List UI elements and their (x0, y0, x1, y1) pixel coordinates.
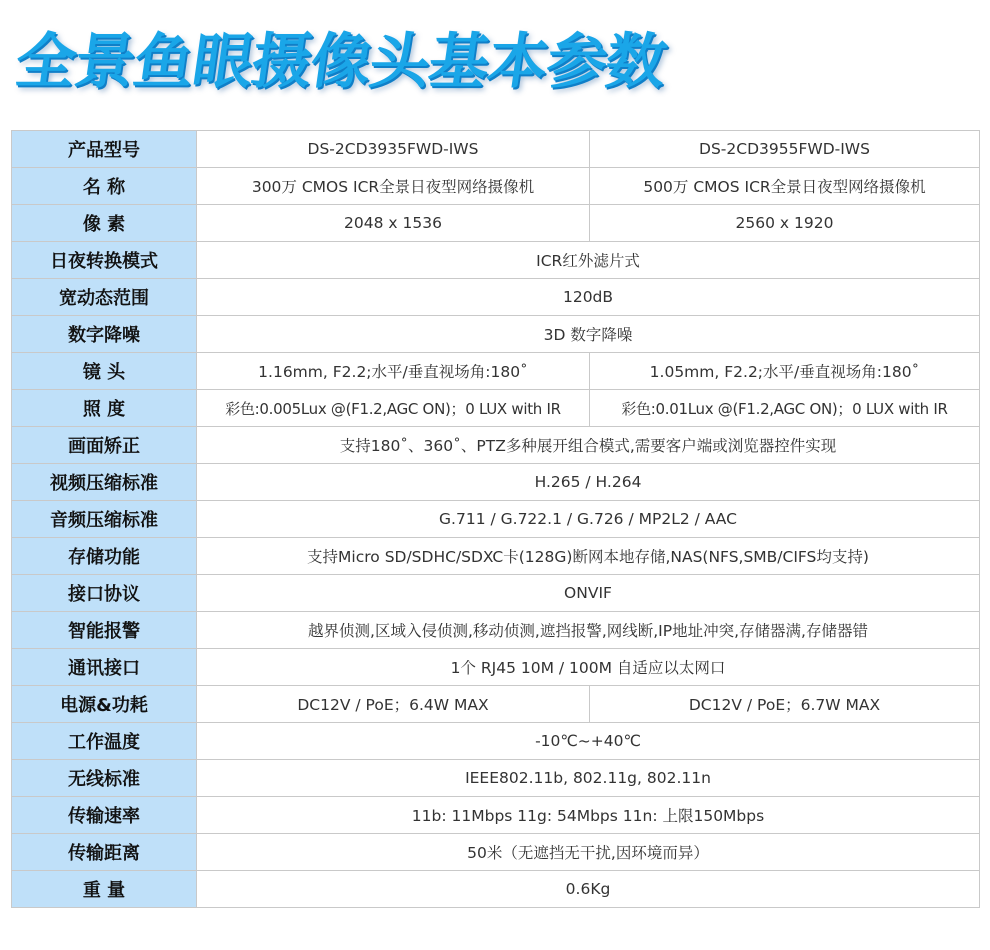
table-row (12, 723, 980, 760)
table-row (12, 649, 980, 686)
spec-value: 3D 数字降噪 (197, 316, 980, 353)
spec-value-model-1: 300万 CMOS ICR全景日夜型网络摄像机 (197, 168, 590, 205)
spec-label: 宽动态范围 (12, 279, 197, 316)
spec-value-model-1: 2048 x 1536 (197, 205, 590, 242)
table-row (12, 501, 980, 538)
table-row (12, 316, 980, 353)
spec-label: 日夜转换模式 (12, 242, 197, 279)
table-row (12, 797, 980, 834)
table-row (12, 464, 980, 501)
spec-table (11, 130, 980, 908)
spec-value: G.711 / G.722.1 / G.726 / MP2L2 / AAC (197, 501, 980, 538)
spec-value: H.265 / H.264 (197, 464, 980, 501)
spec-label: 工作温度 (12, 723, 197, 760)
spec-label: 存储功能 (12, 538, 197, 575)
spec-label: 像 素 (12, 205, 197, 242)
spec-label: 视频压缩标准 (12, 464, 197, 501)
spec-label: 镜 头 (12, 353, 197, 390)
spec-value-model-1: DC12V / PoE；6.4W MAX (197, 686, 590, 723)
table-row (12, 575, 980, 612)
spec-label: 智能报警 (12, 612, 197, 649)
spec-value: 支持180˚、360˚、PTZ多种展开组合模式,需要客户端或浏览器控件实现 (197, 427, 980, 464)
table-row (12, 538, 980, 575)
spec-value-model-2: 2560 x 1920 (590, 205, 980, 242)
spec-value-model-2: DS-2CD3955FWD-IWS (590, 131, 980, 168)
spec-value-model-1: 彩色:0.005Lux @(F1.2,AGC ON)；0 LUX with IR (197, 390, 590, 427)
spec-label: 通讯接口 (12, 649, 197, 686)
spec-label: 名 称 (12, 168, 197, 205)
spec-value: ICR红外滤片式 (197, 242, 980, 279)
spec-value: 11b: 11Mbps 11g: 54Mbps 11n: 上限150Mbps (197, 797, 980, 834)
spec-label: 产品型号 (12, 131, 197, 168)
spec-value-model-1: 1.16mm, F2.2;水平/垂直视场角:180˚ (197, 353, 590, 390)
spec-label: 电源&功耗 (12, 686, 197, 723)
spec-value-model-2: 彩色:0.01Lux @(F1.2,AGC ON)；0 LUX with IR (590, 390, 980, 427)
spec-value: ONVIF (197, 575, 980, 612)
table-row (12, 168, 980, 205)
table-row (12, 427, 980, 464)
spec-value: IEEE802.11b, 802.11g, 802.11n (197, 760, 980, 797)
spec-value: 120dB (197, 279, 980, 316)
spec-value-model-1: DS-2CD3935FWD-IWS (197, 131, 590, 168)
table-row (12, 871, 980, 908)
table-row (12, 279, 980, 316)
spec-label: 接口协议 (12, 575, 197, 612)
table-row (12, 760, 980, 797)
spec-label: 照 度 (12, 390, 197, 427)
spec-value: -10℃~+40℃ (197, 723, 980, 760)
table-row (12, 242, 980, 279)
table-row (12, 205, 980, 242)
spec-label: 重 量 (12, 871, 197, 908)
spec-value-model-2: DC12V / PoE；6.7W MAX (590, 686, 980, 723)
spec-label: 数字降噪 (12, 316, 197, 353)
spec-label: 传输速率 (12, 797, 197, 834)
spec-value: 越界侦测,区域入侵侦测,移动侦测,遮挡报警,网线断,IP地址冲突,存储器满,存储器错 (197, 612, 980, 649)
spec-value: 1个 RJ45 10M / 100M 自适应以太网口 (197, 649, 980, 686)
spec-value: 支持Micro SD/SDHC/SDXC卡(128G)断网本地存储,NAS(NFS,SMB/CIFS均支持) (197, 538, 980, 575)
spec-value-model-2: 500万 CMOS ICR全景日夜型网络摄像机 (590, 168, 980, 205)
table-row (12, 612, 980, 649)
table-row (12, 131, 980, 168)
spec-label: 音频压缩标准 (12, 501, 197, 538)
spec-label: 画面矫正 (12, 427, 197, 464)
spec-value: 50米（无遮挡无干扰,因环境而异） (197, 834, 980, 871)
table-row (12, 353, 980, 390)
table-row (12, 834, 980, 871)
table-row (12, 390, 980, 427)
spec-value: 0.6Kg (197, 871, 980, 908)
spec-label: 无线标准 (12, 760, 197, 797)
table-row (12, 686, 980, 723)
page-title: 全景鱼眼摄像头基本参数 (11, 27, 670, 97)
spec-value-model-2: 1.05mm, F2.2;水平/垂直视场角:180˚ (590, 353, 980, 390)
spec-label: 传输距离 (12, 834, 197, 871)
